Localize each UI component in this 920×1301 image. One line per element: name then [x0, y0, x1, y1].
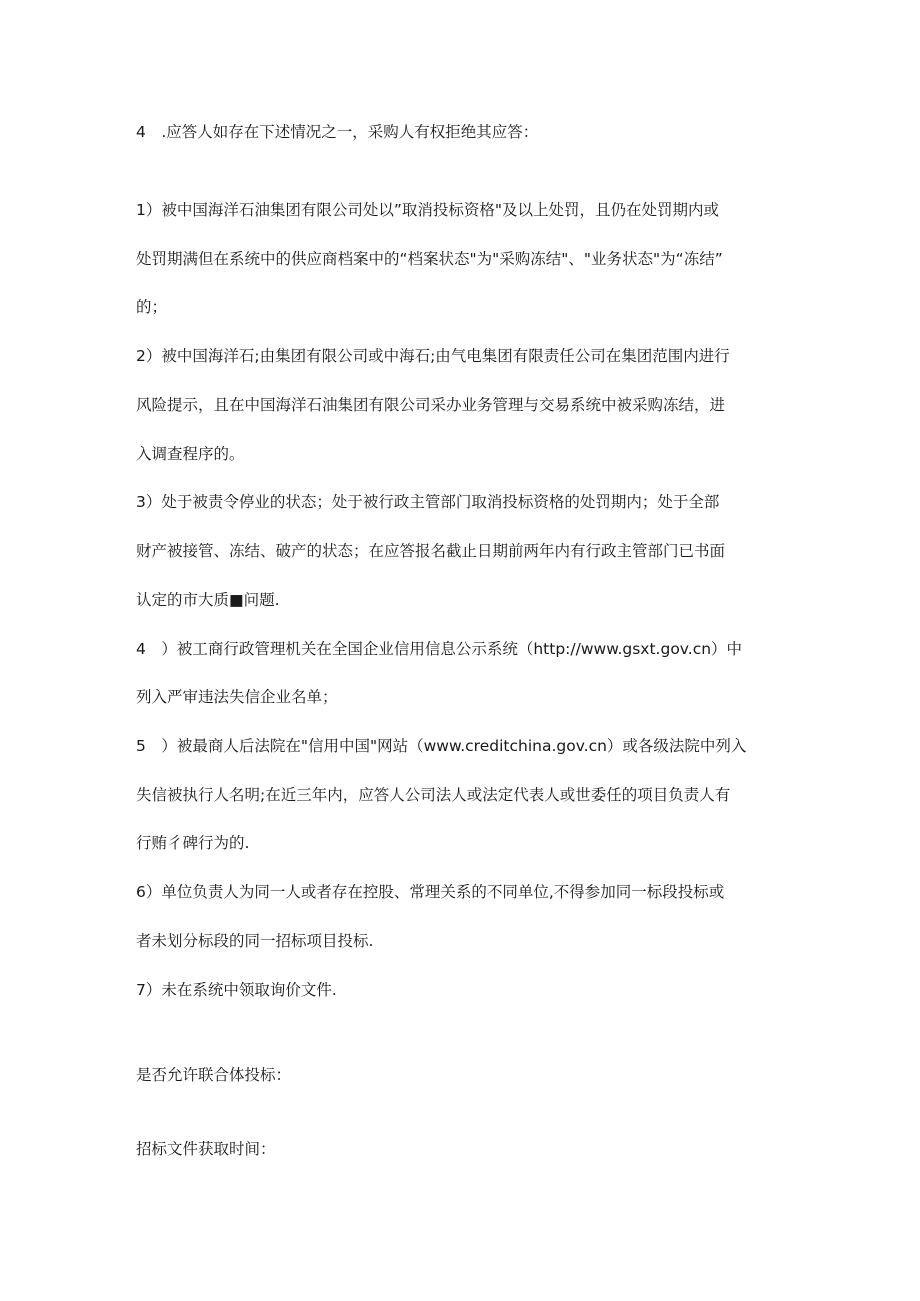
item-3-line-3: 认定的市大质■问题.: [136, 591, 280, 609]
doc-time-label: 招标文件获取时间：: [136, 1140, 276, 1158]
consortium-label: 是否允许联合体投标：: [136, 1066, 292, 1084]
item-7-line-1: 7）未在系统中领取询价文件.: [136, 981, 337, 999]
item-3-line-2: 财产被接管、冻结、破产的状态；在应答报名截止日期前两年内有行政主管部门已书面: [136, 542, 726, 560]
item-6-line-1: 6）单位负责人为同一人或者存在控股、常理关系的不同单位,不得参加同一标段投标或: [136, 883, 725, 901]
item-3-line-1: 3）处于被责令停业的状态；处于被行政主管部门取消投标资格的处罚期内；处于全部: [136, 493, 720, 511]
item-5-line-2: 失信被执行人名明;在近三年内，应答人公司法人或法定代表人或世委任的项目负责人有: [136, 786, 731, 804]
item-2-line-2: 风险提示，且在中国海洋石油集团有限公司采办业务管理与交易系统中被采购冻结，进: [136, 396, 726, 414]
item-1-line-3: 的；: [136, 298, 168, 316]
section-heading: 4 .应答人如存在下述情况之一，采购人有权拒绝其应答：: [136, 123, 539, 141]
item-2-line-1: 2）被中国海洋石;由集团有限公司或中海石;由气电集团有限责任公司在集团范围内进行: [136, 347, 730, 365]
item-5-line-1: 5 ）被最商人后法院在"信用中国"网站（www.creditchina.gov.cn）或各级法院中列入: [136, 737, 747, 755]
item-4-line-1: 4 ）被工商行政管理机关在全国企业信用信息公示系统（http://www.gsxt.gov.cn）中: [136, 640, 743, 658]
item-2-line-3: 入调查程序的。: [136, 445, 245, 463]
item-6-line-2: 者未划分标段的同一招标项目投标.: [136, 932, 374, 950]
item-4-line-2: 列入严审违法失信企业名单；: [136, 688, 338, 706]
item-1-line-2: 处罚期满但在系统中的供应商档案中的“档案状态"为"采购冻结"、"业务状态"为“冻结”: [136, 250, 723, 268]
item-1-line-1: 1）被中国海洋石油集团有限公司处以”取消投标资格"及以上处罚，且仍在处罚期内或: [136, 201, 720, 219]
item-5-line-3: 行贿彳碑行为的.: [136, 834, 250, 852]
